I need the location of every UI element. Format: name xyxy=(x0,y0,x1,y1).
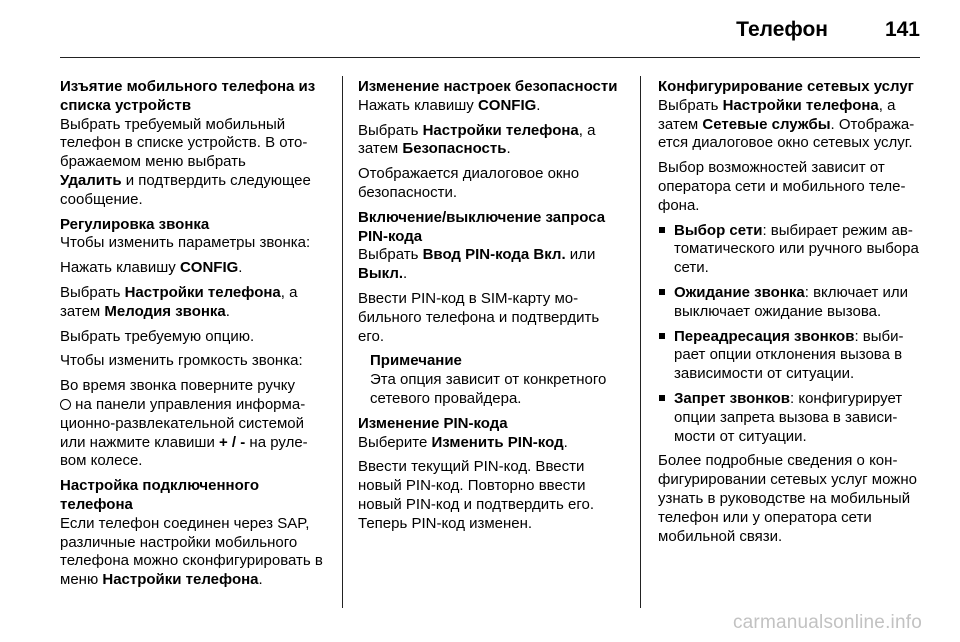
text: Выбрать xyxy=(358,246,423,264)
list-item xyxy=(658,222,922,278)
option-text: : конфигурирует опции запрета вызова в зависимости от ситуации. xyxy=(674,389,903,445)
text: , а затем xyxy=(60,283,298,320)
paragraph xyxy=(358,122,626,160)
menu-term: Безопасность xyxy=(402,140,507,158)
options-list xyxy=(658,222,922,447)
list-item xyxy=(658,328,922,384)
note-box xyxy=(358,352,626,408)
page-header xyxy=(60,0,920,58)
bullet-square-icon xyxy=(659,333,665,339)
paragraph xyxy=(358,434,626,453)
paragraph: Выбор возможностей зависит от оператора сети и мобильного телефона. xyxy=(658,159,906,214)
page-number: 141 xyxy=(884,18,920,41)
paragraph: Чтобы изменить параметры звонка: xyxy=(60,234,311,252)
text: и подтвердить следующее сообщение. xyxy=(60,171,311,208)
text: на панели управления информационно-развлекательной системой или нажмите клавиши xyxy=(60,395,306,451)
list-item xyxy=(658,284,922,322)
paragraph: Чтобы изменить громкость звонка: xyxy=(60,352,303,370)
option-term: Выбор сети xyxy=(674,221,763,239)
note-text: Эта опция зависит от конкретного сетевого провайдера. xyxy=(370,371,607,407)
paragraph: Ввести PIN-код в SIM-карту мобильного телефона и подтвердить его. xyxy=(358,289,600,345)
bullet-square-icon xyxy=(659,227,665,233)
option-term: Переадресация звонков xyxy=(674,327,855,345)
column-left xyxy=(60,78,328,590)
header-divider xyxy=(60,57,920,58)
text: Выбрать xyxy=(60,283,125,301)
text: , а затем xyxy=(658,96,896,133)
page-title: Телефон xyxy=(736,18,828,41)
option-term: Запрет звонков xyxy=(674,389,791,407)
option-text: : выбирает режим автоматического или ручного выбора сети. xyxy=(674,221,919,277)
menu-term: Настройки телефона xyxy=(722,96,879,114)
bullet-square-icon xyxy=(659,395,665,401)
paragraph xyxy=(60,377,328,471)
paragraph: Более подробные сведения о конфигурировании сетевых услуг можно узнать в руководстве на мобильный телефон или у оператора сети мобильной связи. xyxy=(658,452,917,545)
column-divider-2 xyxy=(640,76,641,608)
menu-term: Ввод PIN-кода Вкл. xyxy=(422,246,566,264)
paragraph xyxy=(60,515,328,590)
text: . xyxy=(225,302,230,320)
paragraph xyxy=(60,284,328,322)
key-term: CONFIG xyxy=(477,96,537,114)
text: . xyxy=(403,265,408,283)
text: . Отображается диалоговое окно сетевых услуг. xyxy=(658,115,915,152)
option-term: Ожидание звонка xyxy=(674,283,805,301)
section-heading-pin-request: Включение/выключение запроса PIN-кода xyxy=(358,208,606,245)
option-text: : выбирает опции отклонения вызова в зависимости от ситуации. xyxy=(674,327,904,383)
text: Выбрать xyxy=(658,96,723,114)
column-right xyxy=(658,78,922,546)
text: . xyxy=(563,433,568,451)
text: Если телефон соединен через SAP, различные настройки мобильного телефона можно сконфигурировать в меню xyxy=(60,514,323,589)
section-heading-change-pin: Изменение PIN-кода xyxy=(358,414,508,432)
menu-term: Мелодия звонка xyxy=(104,302,226,320)
text: . xyxy=(536,96,541,114)
key-term: CONFIG xyxy=(179,259,239,277)
menu-term: Изменить PIN-код xyxy=(431,433,564,451)
paragraph xyxy=(658,97,922,153)
section-heading-network-services: Конфигурирование сетевых услуг xyxy=(658,78,914,95)
option-text: : включает или выключает ожидание вызова. xyxy=(674,283,908,320)
menu-term: Сетевые службы xyxy=(702,115,831,133)
text: Нажать клавишу xyxy=(60,259,180,277)
text: , а затем xyxy=(358,121,596,158)
menu-term: Настройки телефона xyxy=(102,571,259,589)
text: . xyxy=(238,259,243,277)
text: Выбрать требуемый мобильный телефон в списке устройств. В отображаемом меню выбрать xyxy=(60,115,308,171)
section-heading-security: Изменение настроек безопасности xyxy=(358,78,618,95)
paragraph xyxy=(60,259,328,278)
paragraph: Отображается диалоговое окно безопасности. xyxy=(358,165,580,201)
bullet-square-icon xyxy=(659,289,665,295)
paragraph xyxy=(358,97,626,116)
note-heading: Примечание xyxy=(370,352,462,370)
paragraph xyxy=(358,246,626,284)
menu-term: Выкл. xyxy=(358,265,404,283)
section-heading-connected-phone: Настройка подключенного телефона xyxy=(60,477,259,513)
text: . xyxy=(506,140,511,158)
text: на рулевом колесе. xyxy=(60,433,308,470)
menu-term: Настройки телефона xyxy=(422,121,579,139)
paragraph: Выбрать требуемую опцию. xyxy=(60,327,255,345)
section-heading-remove-phone: Изъятие мобильного телефона из списка устройств xyxy=(60,78,316,114)
menu-term: Настройки телефона xyxy=(124,283,281,301)
key-term: + / - xyxy=(219,433,246,451)
text: Выберите xyxy=(358,433,432,451)
column-middle xyxy=(358,78,626,534)
text: Выбрать xyxy=(358,121,423,139)
watermark-text: carmanualsonline.info xyxy=(732,612,922,633)
paragraph xyxy=(60,116,328,210)
section-heading-ring-settings: Регулировка звонка xyxy=(60,215,210,233)
volume-knob-icon xyxy=(60,399,71,410)
text: . xyxy=(258,571,263,589)
list-item xyxy=(658,390,922,446)
paragraph: Ввести текущий PIN-код. Ввести новый PIN-код. Повторно ввести новый PIN-код и подтвердить его. Теперь PIN-код изменен. xyxy=(358,458,595,532)
text: Нажать клавишу xyxy=(358,96,478,114)
text: Во время звонка поверните ручку xyxy=(60,377,296,395)
text: или xyxy=(565,246,596,264)
menu-term: Удалить xyxy=(60,171,122,189)
column-divider-1 xyxy=(342,76,343,608)
